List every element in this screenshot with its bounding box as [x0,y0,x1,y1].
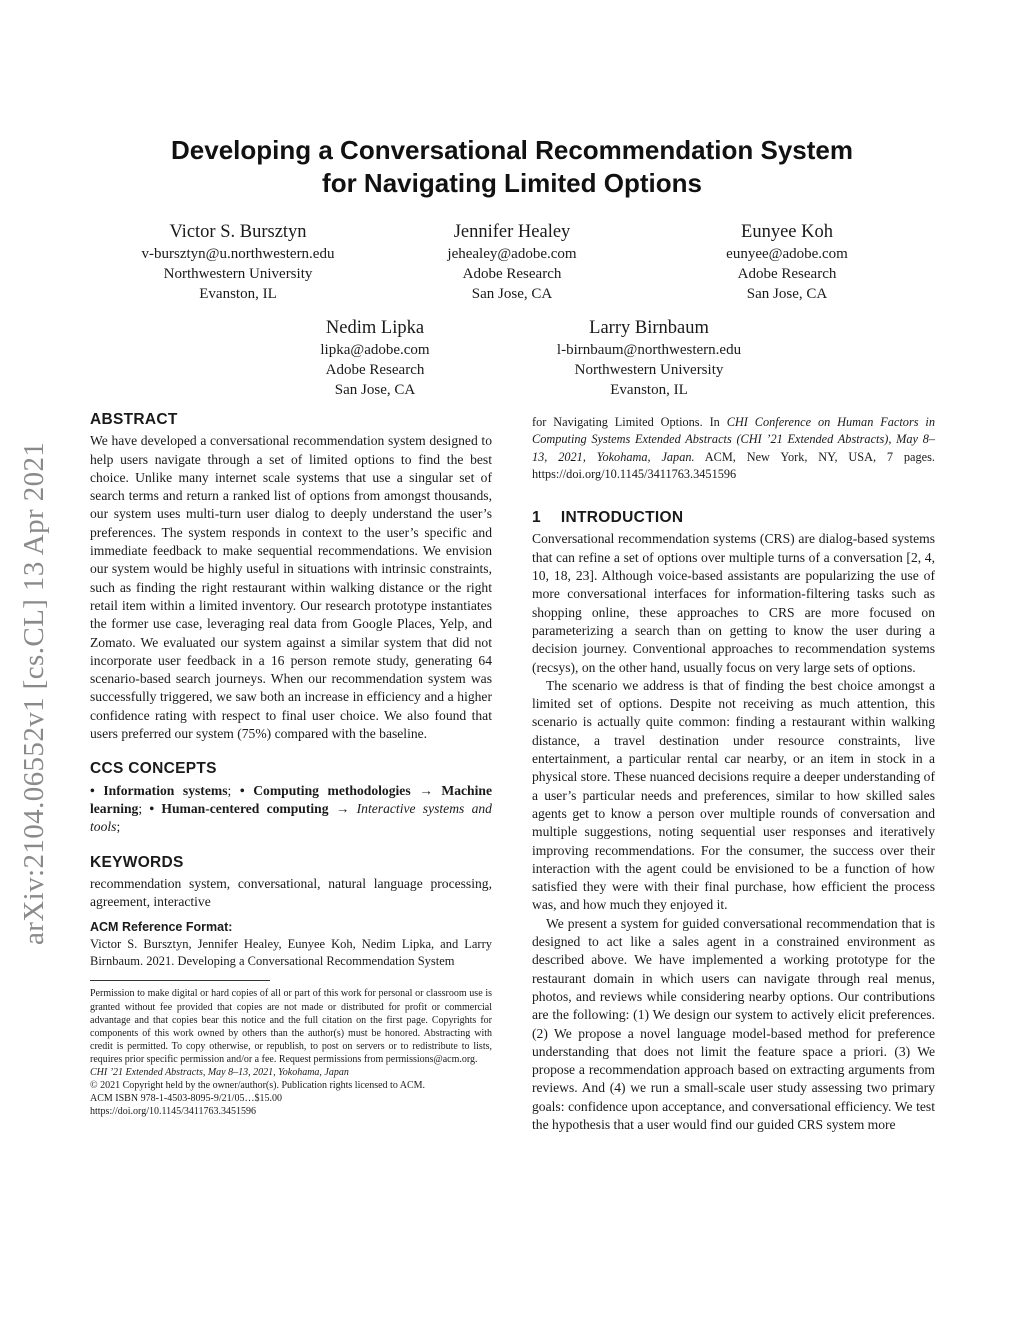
author-email: eunyee@adobe.com [726,246,848,262]
ccs-end: ; [116,819,121,835]
intro-paragraph: Conversational recommendation systems (CRS) are dialog-based systems that can refine a set of options over multiple turns of a conversation [2, 4, 10, 18, 23]. Although voice-based assistants are popularizing the use of more conversational interfaces for information-filtering tasks such as shopping online, these approaches to CRS are more focused on parameterizing a search than on getting to know the user during a decision journey. Conventional approaches to recommendation systems (recsys), on the other hand, usually focus on very large sets of options. [532,531,935,675]
author-email: lipka@adobe.com [320,342,430,358]
intro-paragraph: We present a system for guided conversational recommendation that is designed to act like a sales agent in a constrained environment as described above. We have implemented a working prototype for the restaurant domain in which users can navigate through real menus, photos, and reviews while considering nearby options. Our contributions are the following: (1) We design our system to actively elicit preferences. (2) We propose a novel language model-based method for preference understanding that does not limit the feature space a priori. (3) We propose a recommendation approach based on extracting arguments from reviews. And (4) we run a small-scale user study assessing two primary goals: confidence upon acceptance, and conversational efficiency. We test the hypothesis that a user would find our guided CRS system more [532,915,935,1132]
permission-copyright: © 2021 Copyright held by the owner/author(s). Publication rights licensed to ACM. [90,1080,426,1092]
author-name: Eunyee Koh [741,222,833,242]
ccs-term: • Information systems [90,782,228,798]
author-name: Jennifer Healey [453,222,571,242]
author-block [402,220,622,304]
author-location: Evanston, IL [199,286,277,302]
section-title: INTRODUCTION [560,509,684,527]
acm-reference-heading: ACM Reference Format: [90,920,233,935]
author-block [285,316,465,400]
ccs-term: • Computing methodologies [239,782,411,798]
title-line-1: Developing a Conversational Recommendation System [171,135,853,165]
ccs-text [90,782,492,837]
author-block [534,316,764,400]
author-location: San Jose, CA [471,286,553,302]
title-line-2: for Navigating Limited Options [322,168,702,198]
left-column [90,411,492,1118]
author-block [687,220,887,304]
permission-isbn: ACM ISBN 978-1-4503-8095-9/21/05…$15.00 [90,1093,282,1105]
arxiv-watermark: arXiv:2104.06552v1 [cs.CL] 13 Apr 2021 [18,441,50,945]
ccs-separator: ; [138,800,150,816]
author-name: Victor S. Bursztyn [169,222,307,242]
author-name: Nedim Lipka [325,318,425,338]
author-email: v-bursztyn@u.northwestern.edu [141,246,335,262]
intro-paragraph: The scenario we address is that of finding the best choice amongst a limited set of options. Despite not receiving as much attention, this scenario is actually quite common: finding a restaurant within walking distance, a travel destination under resource constraints, live entertainment, a particular rental car nearby, or an item in stock in a physical store. These nuanced decisions require a deeper understanding of a user’s particular needs and preferences, similar to how skilled sales agents get to know a person over multiple rounds of conversation and multiple suggestions, noting sequential user responses and iteratively improving recommendations. For the consumer, the success over their interaction with the agent could be envisioned to be a function of how satisfied they were with their final purchase, how efficient the process was, and how much they enjoyed it. [532,677,935,913]
author-location: San Jose, CA [746,286,828,302]
acm-reference-continued [532,414,935,483]
acm-reference-suffix: ACM, New York, NY, USA, 7 pages. https://doi.org/10.1145/3411763.3451596 [532,449,935,481]
right-column [532,414,935,1134]
permission-text: Permission to make digital or hard copies of all or part of this work for personal or classroom use is granted without fee provided that copies are not made or distributed for profit or commercial advantage and that copies bear this notice and the full citation on the first page. Copyrights for components of this work owned by others than the author(s) must be honored. Abstracting with credit is permitted. To copy otherwise, or republish, to post on servers or to redistribute to lists, requires prior specific permission and/or a fee. Request permissions from permissions@acm.org. [90,988,492,1065]
author-affiliation: Adobe Research [737,266,837,282]
author-affiliation: Northwestern University [163,266,313,282]
ccs-term: Machine learning [90,782,492,816]
author-affiliation: Adobe Research [325,362,425,378]
author-email: l-birnbaum@northwestern.edu [556,342,742,358]
abstract-text: We have developed a conversational recommendation system designed to help users navigate through a set of limited options to find the best choice. Unlike many internet scale systems that use a singular set of search terms and return a ranked list of options from amongst thousands, our system uses multi-turn user dialog to deeply understand the user’s preferences. The system responds in context to the user’s specific and immediate feedback to make sequential recommendations. We envision our system would be highly useful in situations with intrinsic constraints, such as finding the right restaurant within walking distance or the right retail item within a limited inventory. Our research prototype instantiates the former use case, leveraging real data from Google Places, Yelp, and Zomato. We evaluated our system against a similar system that did not incorporate user feedback in a 16 person remote study, generating 64 scenario-based search journeys. When our recommendation system was successfully triggered, we saw both an increase in efficiency and a higher confidence rating with respect to final user choice. We also found that users preferred our system (75%) compared with the baseline. [90,433,492,742]
section-number: 1 [532,509,541,527]
permission-doi: https://doi.org/10.1145/3411763.3451596 [90,1106,257,1118]
introduction-heading [532,509,935,527]
ccs-heading: CCS CONCEPTS [90,760,217,778]
ccs-arrow: → [410,782,442,798]
footnote-rule [90,980,270,981]
author-block [118,220,358,304]
permission-venue: CHI ’21 Extended Abstracts, May 8–13, 2021, Yokohama, Japan [90,1066,349,1078]
ccs-separator: ; [227,782,240,798]
acm-reference-prefix: for Navigating Limited Options. In [532,415,727,429]
acm-reference-venue: CHI Conference on Human Factors in Computing Systems Extended Abstracts (CHI ’21 Extended Abstracts), May 8–13, 2021, Yokohama, Japan. [532,415,935,464]
acm-reference-text: Victor S. Bursztyn, Jennifer Healey, Eunyee Koh, Nedim Lipka, and Larry Birnbaum. 2021. Developing a Conversational Recommendation System [90,937,492,969]
keywords-heading: KEYWORDS [90,853,184,871]
author-affiliation: Adobe Research [462,266,562,282]
author-affiliation: Northwestern University [574,362,724,378]
author-email: jehealey@adobe.com [447,246,577,262]
keywords-text: recommendation system, conversational, natural language processing, agreement, interactive [90,875,492,910]
author-location: Evanston, IL [610,382,688,398]
paper-title [100,134,924,200]
author-location: San Jose, CA [334,382,416,398]
author-name: Larry Birnbaum [589,318,709,338]
ccs-term: Interactive systems and tools [90,800,492,835]
abstract-heading: ABSTRACT [90,411,178,428]
ccs-term: • Human-centered computing [149,800,329,816]
ccs-arrow: → [328,800,357,816]
